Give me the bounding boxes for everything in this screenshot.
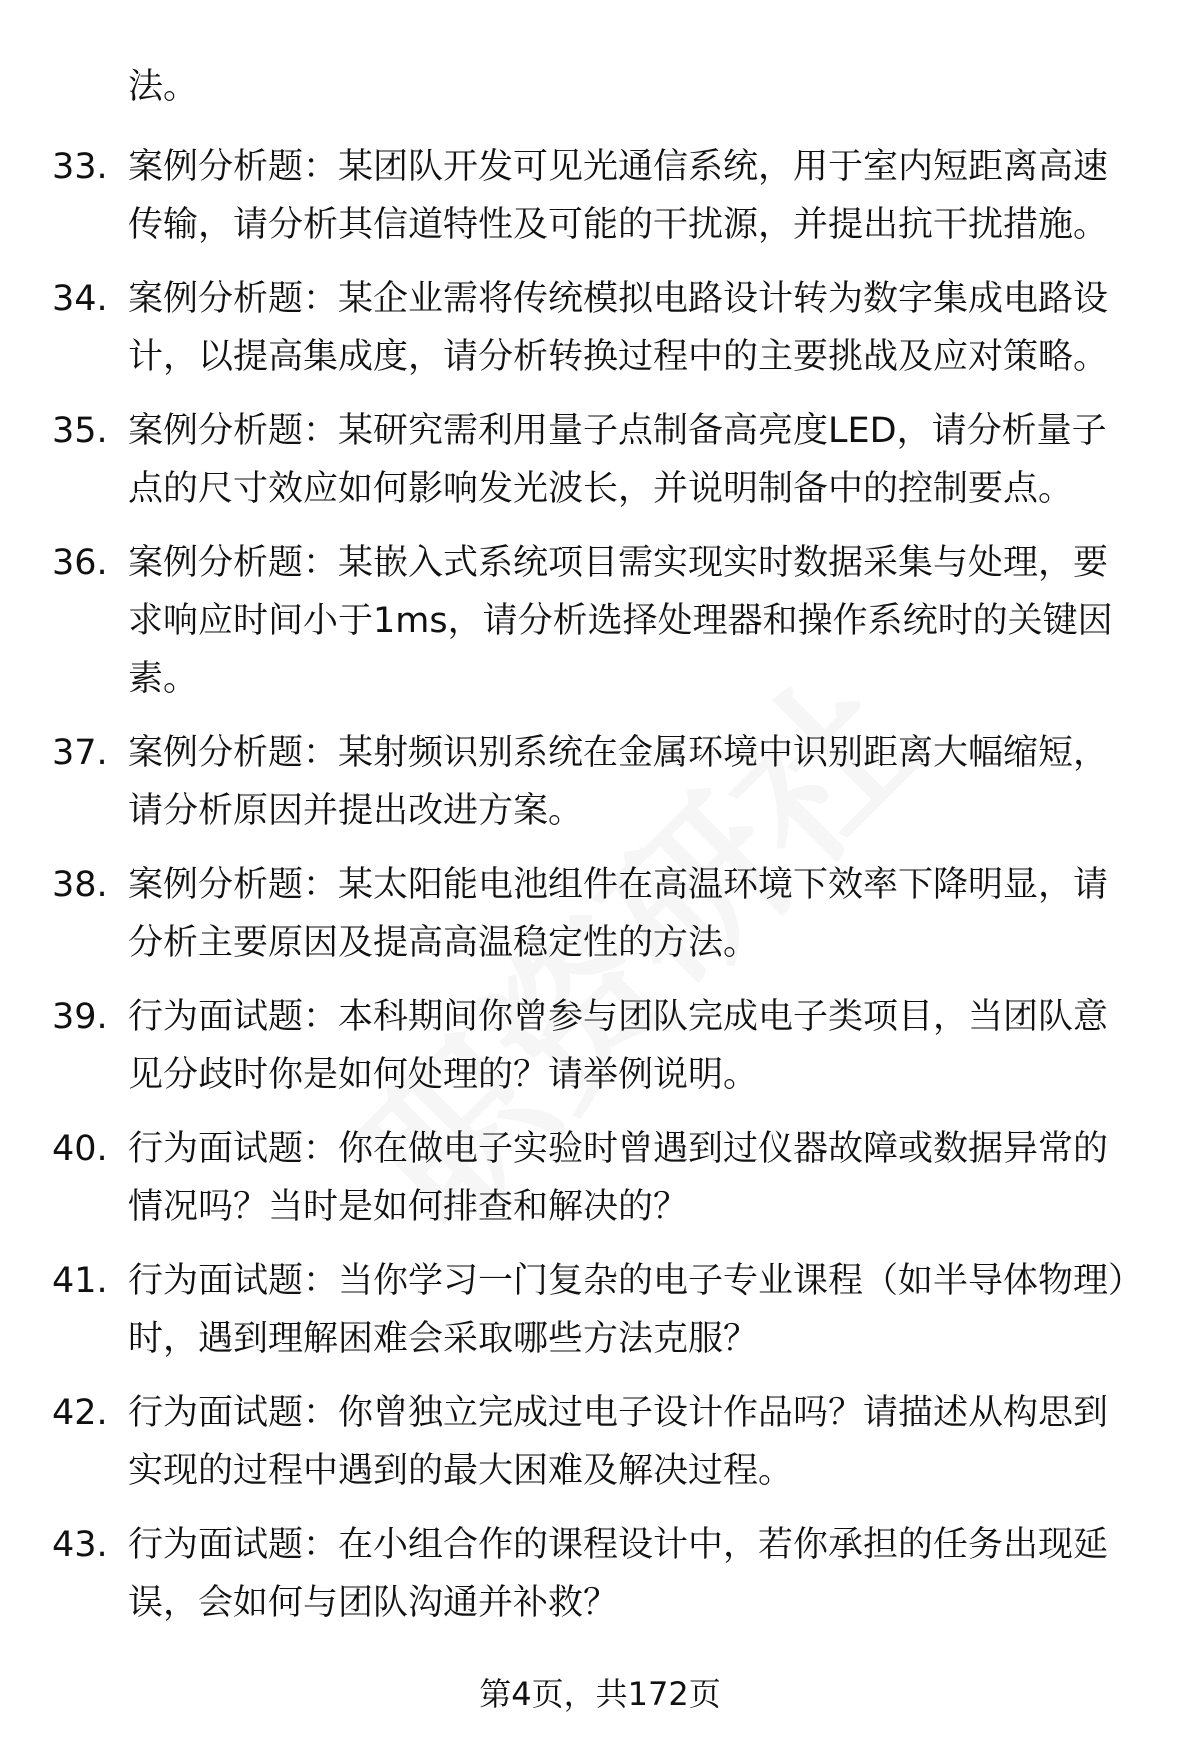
question-item bbox=[0, 1252, 1200, 1368]
question-number: 39. bbox=[52, 997, 108, 1037]
question-item bbox=[0, 856, 1200, 972]
question-item bbox=[0, 270, 1200, 386]
question-item bbox=[0, 988, 1200, 1104]
question-text: 行为面试题：本科期间你曾参与团队完成电子类项目，当团队意见分歧时你是如何处理的？请举例说明。 bbox=[128, 997, 1109, 1095]
question-item bbox=[0, 138, 1200, 254]
question-number: 41. bbox=[52, 1261, 108, 1301]
question-text: 案例分析题：某企业需将传统模拟电路设计转为数字集成电路设计，以提高集成度，请分析转换过程中的主要挑战及应对策略。 bbox=[128, 279, 1109, 377]
question-text: 行为面试题：当你学习一门复杂的电子专业课程（如半导体物理）时，遇到理解困难会采取哪些方法克服？ bbox=[128, 1261, 1126, 1359]
question-number: 38. bbox=[52, 865, 108, 905]
question-item bbox=[0, 724, 1200, 840]
question-text: 行为面试题：你在做电子实验时曾遇到过仪器故障或数据异常的情况吗？当时是如何排查和解决的？ bbox=[128, 1129, 1109, 1227]
question-number: 34. bbox=[52, 279, 108, 319]
question-item bbox=[0, 402, 1200, 518]
question-number: 40. bbox=[52, 1129, 108, 1169]
question-item bbox=[0, 1120, 1200, 1236]
page-footer: 第4页，共172页 bbox=[479, 1675, 721, 1713]
question-text: 案例分析题：某嵌入式系统项目需实现实时数据采集与处理，要求响应时间小于1ms，请分析选择处理器和操作系统时的关键因素。 bbox=[128, 543, 1113, 699]
question-number: 42. bbox=[52, 1393, 108, 1433]
continuation-text: 法。 bbox=[128, 67, 199, 107]
question-text: 案例分析题：某射频识别系统在金属环境中识别距离大幅缩短，请分析原因并提出改进方案。 bbox=[128, 733, 1109, 831]
question-number: 36. bbox=[52, 543, 108, 583]
question-text: 行为面试题：在小组合作的课程设计中，若你承担的任务出现延误，会如何与团队沟通并补救？ bbox=[128, 1525, 1109, 1623]
question-number: 35. bbox=[52, 411, 108, 451]
question-number: 33. bbox=[52, 147, 108, 187]
question-text: 案例分析题：某太阳能电池组件在高温环境下效率下降明显，请分析主要原因及提高高温稳定性的方法。 bbox=[128, 865, 1109, 963]
question-number: 43. bbox=[52, 1525, 108, 1565]
question-text: 行为面试题：你曾独立完成过电子设计作品吗？请描述从构思到实现的过程中遇到的最大困难及解决过程。 bbox=[128, 1393, 1109, 1491]
question-text: 案例分析题：某团队开发可见光通信系统，用于室内短距离高速传输，请分析其信道特性及可能的干扰源，并提出抗干扰措施。 bbox=[128, 147, 1109, 245]
question-number: 37. bbox=[52, 733, 108, 773]
question-list bbox=[0, 138, 1200, 1648]
question-item bbox=[0, 534, 1200, 708]
question-text: 案例分析题：某研究需利用量子点制备高亮度LED，请分析量子点的尺寸效应如何影响发光波长，并说明制备中的控制要点。 bbox=[128, 411, 1107, 509]
question-item bbox=[0, 1516, 1200, 1632]
question-item bbox=[0, 1384, 1200, 1500]
